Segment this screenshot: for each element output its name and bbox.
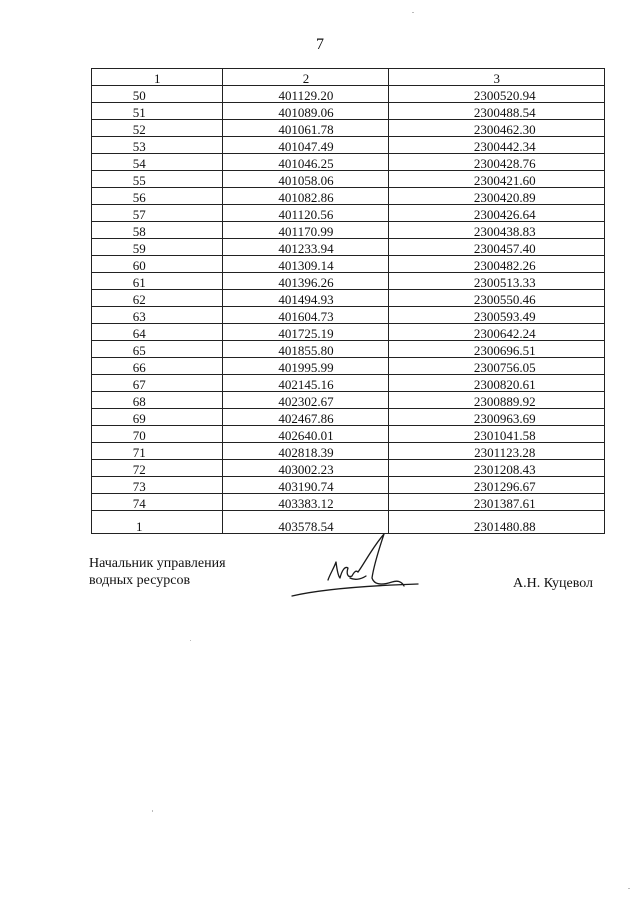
x-coordinate-cell: 403383.12 xyxy=(223,494,389,511)
table-row xyxy=(92,103,605,120)
y-coordinate-cell: 2301041.58 xyxy=(389,426,605,443)
x-coordinate-cell: 401061.78 xyxy=(223,120,389,137)
y-coordinate-cell: 2300642.24 xyxy=(389,324,605,341)
point-number-cell: 51 xyxy=(92,103,223,120)
x-coordinate-cell: 402302.67 xyxy=(223,392,389,409)
y-coordinate-cell: 2300889.92 xyxy=(389,392,605,409)
point-number-cell: 54 xyxy=(92,154,223,171)
x-coordinate-cell: 403578.54 xyxy=(223,511,389,534)
x-coordinate-cell: 401494.93 xyxy=(223,290,389,307)
y-coordinate-cell: 2300488.54 xyxy=(389,103,605,120)
x-coordinate-cell: 401604.73 xyxy=(223,307,389,324)
y-coordinate-cell: 2301387.61 xyxy=(389,494,605,511)
x-coordinate-cell: 402640.01 xyxy=(223,426,389,443)
x-coordinate-cell: 401082.86 xyxy=(223,188,389,205)
x-coordinate-cell: 401046.25 xyxy=(223,154,389,171)
table-row xyxy=(92,375,605,392)
table-row xyxy=(92,171,605,188)
y-coordinate-cell: 2300421.60 xyxy=(389,171,605,188)
y-coordinate-cell: 2300756.05 xyxy=(389,358,605,375)
signatory-title-line-2: водных ресурсов xyxy=(89,573,191,588)
column-header-y: 3 xyxy=(389,69,605,86)
point-number-cell: 61 xyxy=(92,273,223,290)
x-coordinate-cell: 403190.74 xyxy=(223,477,389,494)
point-number-cell: 59 xyxy=(92,239,223,256)
x-coordinate-cell: 402145.16 xyxy=(223,375,389,392)
table-row xyxy=(92,392,605,409)
x-coordinate-cell: 403002.23 xyxy=(223,460,389,477)
y-coordinate-cell: 2300520.94 xyxy=(389,86,605,103)
y-coordinate-cell: 2300593.49 xyxy=(389,307,605,324)
point-number-cell: 68 xyxy=(92,392,223,409)
table-row xyxy=(92,239,605,256)
x-coordinate-cell: 401058.06 xyxy=(223,171,389,188)
signatory-title xyxy=(89,555,226,589)
table-row xyxy=(92,409,605,426)
point-number-cell: 60 xyxy=(92,256,223,273)
x-coordinate-cell: 401047.49 xyxy=(223,137,389,154)
column-header-point-number: 1 xyxy=(92,69,223,86)
table-row xyxy=(92,494,605,511)
x-coordinate-cell: 401170.99 xyxy=(223,222,389,239)
x-coordinate-cell: 401855.80 xyxy=(223,341,389,358)
x-coordinate-cell: 401089.06 xyxy=(223,103,389,120)
point-number-cell: 69 xyxy=(92,409,223,426)
point-number-cell: 50 xyxy=(92,86,223,103)
signatory-title-line-1: Начальник управления xyxy=(89,556,226,571)
point-number-cell: 71 xyxy=(92,443,223,460)
scan-speck xyxy=(628,888,630,889)
y-coordinate-cell: 2301123.28 xyxy=(389,443,605,460)
table-row xyxy=(92,341,605,358)
handwritten-signature xyxy=(288,530,423,602)
point-number-cell: 67 xyxy=(92,375,223,392)
point-number-cell: 63 xyxy=(92,307,223,324)
y-coordinate-cell: 2300420.89 xyxy=(389,188,605,205)
page-number: 7 xyxy=(316,36,324,53)
y-coordinate-cell: 2300462.30 xyxy=(389,120,605,137)
x-coordinate-cell: 402467.86 xyxy=(223,409,389,426)
scan-speck xyxy=(190,640,191,641)
table-row xyxy=(92,477,605,494)
x-coordinate-cell: 401233.94 xyxy=(223,239,389,256)
point-number-cell: 56 xyxy=(92,188,223,205)
y-coordinate-cell: 2301296.67 xyxy=(389,477,605,494)
table-row xyxy=(92,188,605,205)
table-row xyxy=(92,324,605,341)
y-coordinate-cell: 2300696.51 xyxy=(389,341,605,358)
point-number-cell: 58 xyxy=(92,222,223,239)
x-coordinate-cell: 402818.39 xyxy=(223,443,389,460)
table-header-row xyxy=(92,69,605,86)
y-coordinate-cell: 2300513.33 xyxy=(389,273,605,290)
x-coordinate-cell: 401396.26 xyxy=(223,273,389,290)
point-number-cell: 52 xyxy=(92,120,223,137)
point-number-cell: 1 xyxy=(92,511,223,534)
y-coordinate-cell: 2300963.69 xyxy=(389,409,605,426)
y-coordinate-cell: 2300438.83 xyxy=(389,222,605,239)
point-number-cell: 53 xyxy=(92,137,223,154)
table-row xyxy=(92,120,605,137)
point-number-cell: 65 xyxy=(92,341,223,358)
y-coordinate-cell: 2300442.34 xyxy=(389,137,605,154)
point-number-cell: 64 xyxy=(92,324,223,341)
y-coordinate-cell: 2300428.76 xyxy=(389,154,605,171)
y-coordinate-cell: 2301480.88 xyxy=(389,511,605,534)
table-row xyxy=(92,460,605,477)
x-coordinate-cell: 401995.99 xyxy=(223,358,389,375)
coordinates-table xyxy=(91,68,605,534)
table-row xyxy=(92,443,605,460)
x-coordinate-cell: 401120.56 xyxy=(223,205,389,222)
point-number-cell: 62 xyxy=(92,290,223,307)
point-number-cell: 74 xyxy=(92,494,223,511)
table-row xyxy=(92,273,605,290)
table-row xyxy=(92,426,605,443)
table-row xyxy=(92,256,605,273)
table-row xyxy=(92,358,605,375)
x-coordinate-cell: 401129.20 xyxy=(223,86,389,103)
y-coordinate-cell: 2300426.64 xyxy=(389,205,605,222)
y-coordinate-cell: 2300457.40 xyxy=(389,239,605,256)
table-body xyxy=(92,86,605,534)
point-number-cell: 55 xyxy=(92,171,223,188)
table-row xyxy=(92,222,605,239)
column-header-x: 2 xyxy=(223,69,389,86)
y-coordinate-cell: 2300482.26 xyxy=(389,256,605,273)
y-coordinate-cell: 2301208.43 xyxy=(389,460,605,477)
point-number-cell: 66 xyxy=(92,358,223,375)
x-coordinate-cell: 401725.19 xyxy=(223,324,389,341)
table-row xyxy=(92,86,605,103)
table-row xyxy=(92,137,605,154)
table-row xyxy=(92,205,605,222)
table-row xyxy=(92,290,605,307)
scan-speck xyxy=(152,810,153,812)
signatory-name: А.Н. Куцевол xyxy=(513,576,594,591)
x-coordinate-cell: 401309.14 xyxy=(223,256,389,273)
y-coordinate-cell: 2300820.61 xyxy=(389,375,605,392)
point-number-cell: 72 xyxy=(92,460,223,477)
y-coordinate-cell: 2300550.46 xyxy=(389,290,605,307)
table-row xyxy=(92,307,605,324)
point-number-cell: 73 xyxy=(92,477,223,494)
point-number-cell: 57 xyxy=(92,205,223,222)
table-row xyxy=(92,154,605,171)
scan-speck xyxy=(412,12,414,13)
point-number-cell: 70 xyxy=(92,426,223,443)
